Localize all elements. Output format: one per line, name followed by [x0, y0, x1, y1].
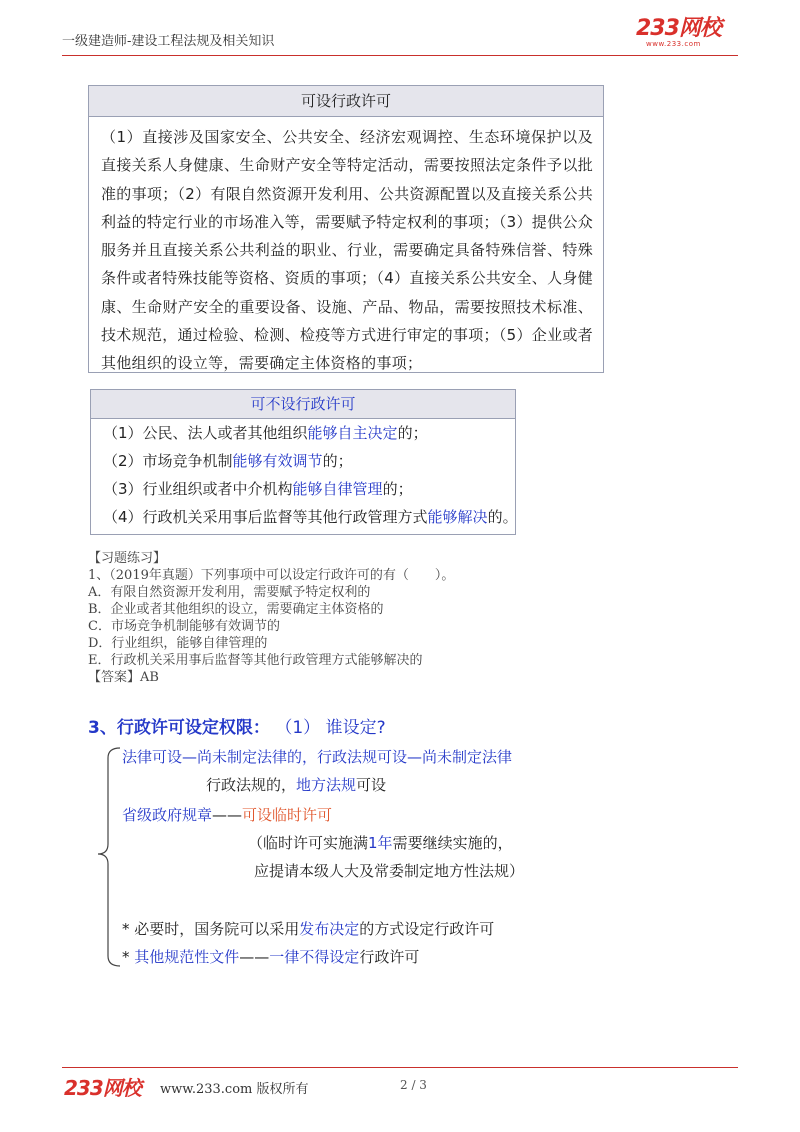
non-licensable-box-heading: 可不设行政许可 [91, 390, 515, 419]
exercise-option-e: E．行政机关采用事后监督等其他行政管理方式能够解决的 [88, 653, 423, 668]
licensable-box [88, 85, 604, 373]
exercise-answer: 【答案】AB [88, 670, 159, 685]
non-licensable-item: （4）行政机关采用事后监督等其他行政管理方式能够解决的。 [103, 508, 518, 526]
footer-divider [62, 1067, 738, 1068]
law-line: 法律可设—尚未制定法律的，行政法规可设—尚未制定法律 [122, 748, 513, 766]
state-council-line: * 必要时，国务院可以采用发布决定的方式设定行政许可 [122, 920, 495, 938]
regulation-line: 行政法规的，地方法规可设 [206, 776, 387, 794]
exercise-block [88, 550, 454, 686]
licensable-box-heading: 可设行政许可 [89, 86, 603, 117]
section-heading [88, 713, 386, 738]
logo-url: www.233.com [646, 40, 701, 48]
header-divider [62, 55, 738, 56]
exercise-title: 【习题练习】 [88, 551, 167, 566]
document-header-title: 一级建造师-建设工程法规及相关知识 [62, 34, 275, 49]
other-documents-line: * 其他规范性文件——一律不得设定行政许可 [122, 948, 420, 966]
exercise-question: 1、（2019年真题）下列事项中可以设定行政许可的有（ ）。 [88, 568, 455, 583]
licensable-box-body: （1）直接涉及国家安全、公共安全、经济宏观调控、生态环境保护以及直接关系人身健康、生命财产安全等特定活动，需要按照法定条件予以批准的事项；（2）有限自然资源开发利用、公共资源配置以及直接关系公共利益的特定行业的市场准入等，需要赋予特定权利的事项；（3）提供公众服务并且直接关系公共利益的职业、行业，需要确定具备特殊信誉、特殊条件或者特殊技能等资格、资质的事项；（4）直接关系公共安全、人身健康、生命财产安全的重要设备、设施、产品、物品，需要按照技术标准、技术规范，通过检验、检测、检疫等方式进行审定的事项；（5）企业或者其他组织的设立等，需要确定主体资格的事项； [101, 128, 593, 373]
logo-text: 233网校 [636, 16, 721, 41]
temporary-license-note: （临时许可实施满1年需要继续实施的， [248, 834, 513, 852]
exercise-option-a: A．有限自然资源开发利用，需要赋予特定权利的 [88, 585, 371, 600]
section-title: 3、行政许可设定权限： [88, 718, 270, 738]
page-number: 2 / 3 [400, 1078, 427, 1092]
exercise-option-c: C．市场竞争机制能够有效调节的 [88, 619, 280, 634]
brand-logo [636, 18, 732, 48]
non-licensable-item: （3）行业组织或者中介机构能够自律管理的； [103, 480, 413, 498]
exercise-option-d: D．行业组织，能够自律管理的 [88, 636, 268, 651]
footer-logo: 233网校 [64, 1076, 141, 1100]
footer-copyright: www.233.com 版权所有 [160, 1082, 309, 1097]
non-licensable-box [90, 389, 516, 535]
non-licensable-item: （1）公民、法人或者其他组织能够自主决定的； [103, 424, 428, 442]
non-licensable-item: （2）市场竞争机制能够有效调节的； [103, 452, 353, 470]
temporary-license-note-2: 应提请本级人大及常委制定地方性法规） [254, 862, 525, 880]
provincial-rule-line: 省级政府规章——可设临时许可 [122, 806, 333, 824]
exercise-option-b: B．企业或者其他组织的设立，需要确定主体资格的 [88, 602, 384, 617]
section-subtitle: （1） 谁设定? [283, 718, 386, 738]
